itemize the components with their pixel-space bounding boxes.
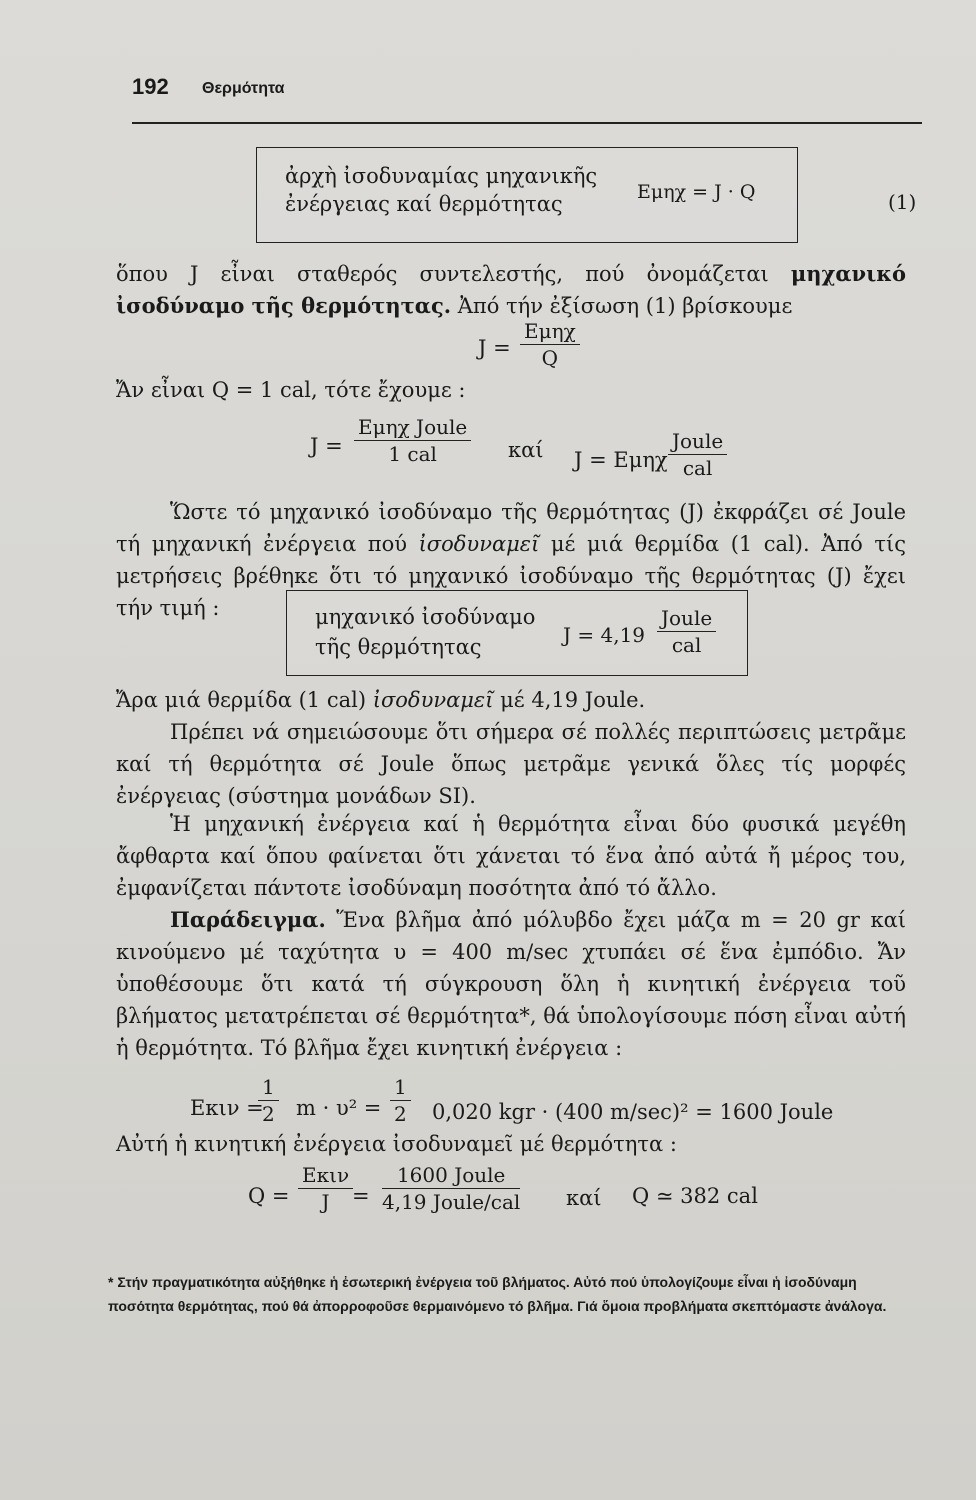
principle-line-1: ἀρχὴ ἰσοδυναμίας μηχανικῆς (285, 164, 598, 188)
example-text: Ἕνα βλῆμα ἀπό μόλυβδο ἔχει μάζα m = 20 gr καί κινούμενο μέ ταχύτητα υ = 400 m/sec χτυπάει σέ ἕνα ἐμπόδιο. Ἄν ὑποθέσουμε ὅτι κατά τή σύγκρουση ὅλη ἡ κινητική ἐνέργεια τοῦ βλήματος μετατρέπεται σέ θερμότητα*, θά ὑπολογίσουμε πόση εἶναι αὐτή ἡ θερμότητα. Τό βλῆμα ἔχει κινητική ἐνέργεια : (116, 908, 906, 1060)
value-box-denominator: cal (671, 633, 702, 657)
eq4-half-2-den: 2 (394, 1102, 407, 1126)
eq4-lhs: Eκιν = (190, 1096, 264, 1120)
equation-number: (1) (888, 190, 917, 214)
paragraph-definition (116, 258, 906, 322)
eq3-lhs-2: J = Eμηχ (574, 448, 668, 472)
eq4-rest: 0,020 kgr · (400 m/sec)² = 1600 Joule (432, 1100, 834, 1124)
eq2-lhs: J = (478, 336, 511, 360)
eq5-denominator-2: 4,19 Joule/cal (382, 1190, 521, 1214)
eq4-half-1-num: 1 (258, 1074, 279, 1101)
value-box-numerator: Joule (657, 605, 716, 632)
eq3-numerator-2: Joule (668, 428, 727, 455)
eq5-numerator-1: Eκιν (298, 1162, 353, 1189)
value-box-line-2: τῆς θερμότητας (315, 635, 482, 659)
eq4-middle: m · υ² = (296, 1096, 382, 1120)
eq2-fraction (520, 318, 580, 371)
value-box (286, 590, 748, 676)
paragraph-one-calorie (116, 688, 645, 712)
eq5-lhs: Q = (248, 1184, 290, 1208)
eq5-fraction-2 (382, 1162, 520, 1215)
footnote: * Στήν πραγματικότητα αὐξήθηκε ἡ ἐσωτερική ἐνέργεια τοῦ βλήματος. Αὐτό πού ὑπολογίζουμε εἶναι ἡ ἰσοδύναμη ποσότητα θερμότητας, πού θά ἀπορροφοῦσε θερμαινόμενο τό βλῆμα. Γιά ὅμοια προβλήματα σκεπτόμαστε ἀνάλογα. (108, 1274, 887, 1314)
p1-rest: Ἀπό τήν ἐξίσωση (1) βρίσκουμε (457, 294, 793, 318)
eq4-half-1 (258, 1074, 279, 1127)
eq4-half-2-num: 1 (390, 1074, 411, 1101)
paragraph-q-one-cal: Ἄν εἶναι Q = 1 cal, τότε ἔχουμε : (116, 378, 466, 402)
eq5-equals: = (352, 1184, 370, 1208)
value-box-line-1: μηχανικό ἰσοδύναμο (315, 605, 536, 629)
eq5-fraction-1 (298, 1162, 353, 1215)
eq5-numerator-2: 1600 Joule (382, 1162, 520, 1189)
value-box-lhs: J = 4,19 (563, 623, 646, 647)
p1-text: ὅπου J εἶναι σταθερός συντελεστής, πού ὀνομάζεται (116, 262, 769, 286)
principle-box (256, 147, 798, 243)
eq3-fraction-2 (668, 428, 727, 481)
eq4-half-2 (390, 1074, 411, 1127)
eq5-conjunction: καί (566, 1186, 602, 1210)
eq3-denominator-1: 1 cal (388, 442, 437, 466)
eq3-fraction-1 (354, 414, 471, 467)
paragraph-si-units: Πρέπει νά σημειώσουμε ὅτι σήμερα σέ πολλές περιπτώσεις μετρᾶμε καί τή θερμότητα σέ Joule ὅπως μετρᾶμε γενικά ὅλες τίς μορφές ἐνέργειας (σύστημα μονάδων SI). (116, 720, 906, 808)
p3-text-a: Ὥστε τό μηχανικό ἰσοδύναμο τῆς θερμότητας (J) ἐκφράζει σέ Joule τή μηχανική ἐνέργεια πού (116, 500, 906, 556)
eq5-denominator-1: J (321, 1190, 330, 1214)
p4-text-b: μέ 4,19 Joule. (500, 688, 646, 712)
eq2-denominator: Q (541, 346, 559, 370)
running-title: Θερμότητα (202, 80, 285, 97)
p4-text-a: Ἄρα μιά θερμίδα (1 cal) (116, 688, 367, 712)
eq3-lhs-1: J = (310, 434, 343, 458)
eq3-denominator-2: cal (682, 456, 713, 480)
principle-formula: Eμηχ = J · Q (637, 181, 756, 203)
eq4-half-1-den: 2 (262, 1102, 275, 1126)
example-label: Παράδειγμα. (170, 907, 326, 932)
paragraph-example (116, 904, 906, 1064)
p3-italic: ἰσοδυναμεῖ (418, 532, 540, 556)
p4-italic: ἰσοδυναμεῖ (372, 688, 494, 712)
page-header (132, 74, 922, 124)
paragraph-conservation: Ἡ μηχανική ἐνέργεια καί ἡ θερμότητα εἶναι δύο φυσικά μεγέθη ἄφθαρτα καί ὅπου φαίνεται ὅτι χάνεται τό ἕνα ἀπό αὐτά ἤ μέρος του, ἐμφανίζεται πάντοτε ἰσοδύναμη ποσότητα ἀπό τό ἄλλο. (116, 812, 906, 900)
value-box-fraction (657, 605, 716, 658)
eq2-numerator: Eμηχ (520, 318, 580, 345)
eq5-result: Q ≃ 382 cal (632, 1184, 758, 1208)
paragraph-heat-equivalent: Αὐτή ἡ κινητική ἐνέργεια ἰσοδυναμεῖ μέ θερμότητα : (116, 1132, 677, 1156)
principle-line-2: ἐνέργειας καί θερμότητας (285, 192, 563, 216)
p1-bold-term: μηχανικό ἰσοδύναμο τῆς θερμότητας. (116, 261, 906, 318)
p3-text-b: μέ μιά θερμίδα (1 cal). Ἀπό τίς μετρήσεις βρέθηκε ὅτι τό μηχανικό ἰσοδύναμο τῆς θερμότητας (J) ἔχει τήν τιμή : (116, 532, 906, 620)
eq3-numerator-1: Eμηχ Joule (354, 414, 471, 441)
page-number: 192 (132, 74, 169, 99)
eq3-conjunction: καί (508, 438, 544, 462)
